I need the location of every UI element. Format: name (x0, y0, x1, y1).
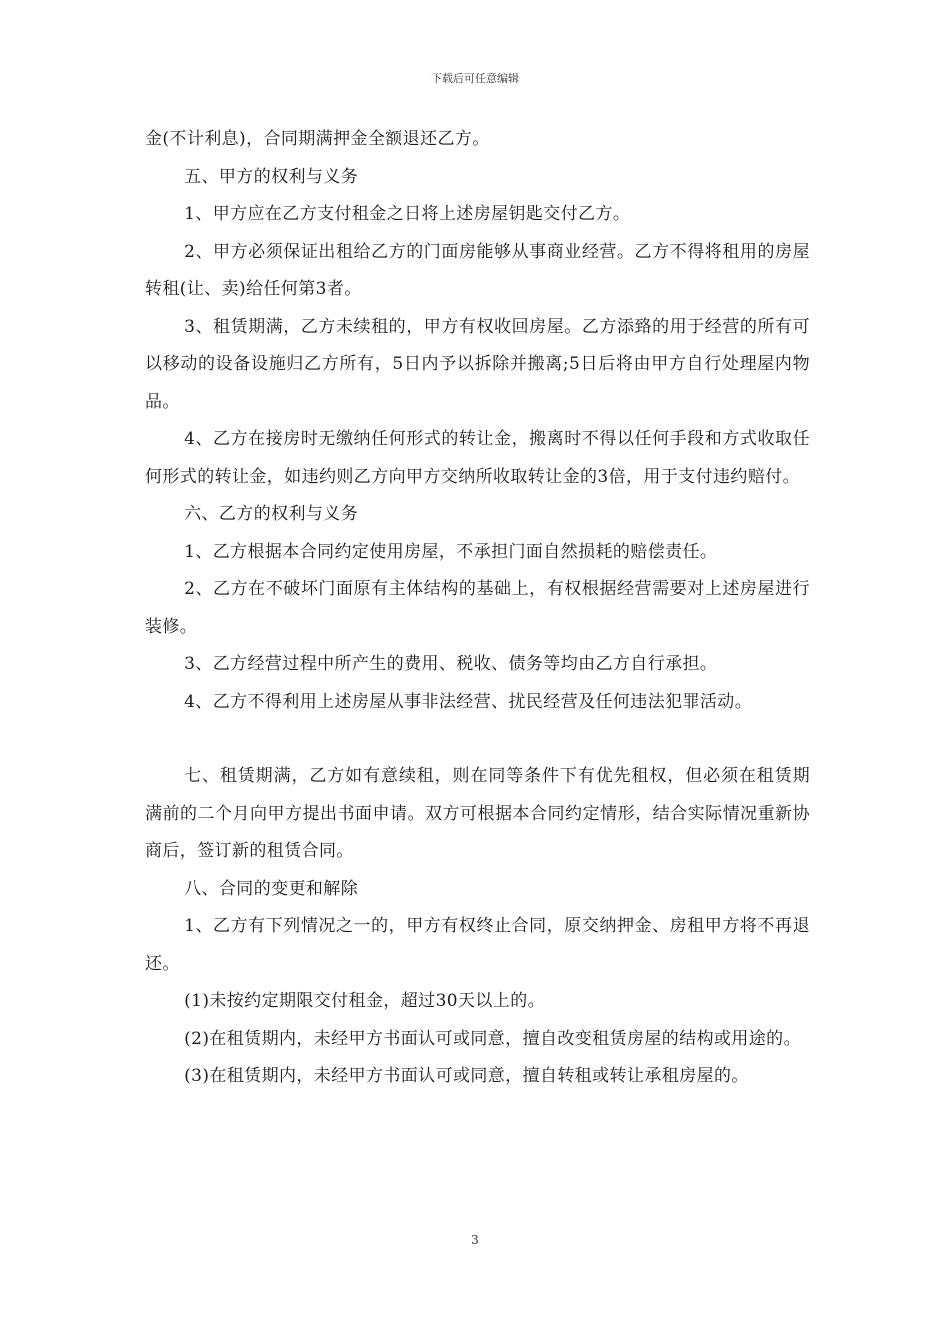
list-item: (2)在租赁期内，未经甲方书面认可或同意，擅自改变租赁房屋的结构或用途的。 (184, 1028, 801, 1049)
section-heading: 八、合同的变更和解除 (184, 878, 359, 899)
paragraph: 1、甲方应在乙方支付租金之日将上述房屋钥匙交付乙方。 (184, 204, 631, 224)
paragraph: 1、乙方有下列情况之一的，甲方有权终止合同，原交纳押金、房租甲方将不再退还。 (145, 916, 810, 974)
section-heading: 七、租赁期满，乙方如有意续租，则在同等条件下有优先租权，但必须在租赁期满前的二个月向甲方提出书面申请。双方可根据本合同约定情形，结合实际情况重新协商后，签订新的租赁合同。 (145, 766, 810, 861)
paragraph: 2、甲方必须保证出租给乙方的门面房能够从事商业经营。乙方不得将租用的房屋转租(让、卖)给任何第3者。 (145, 241, 810, 299)
paragraph: 3、乙方经营过程中所产生的费用、税收、债务等均由乙方自行承担。 (184, 654, 718, 674)
paragraph: 3、租赁期满，乙方未续租的，甲方有权收回房屋。乙方添臵的用于经营的所有可以移动的设备设施归乙方所有，5日内予以拆除并搬离;5日后将由甲方自行处理屋内物品。 (145, 316, 810, 412)
section-heading: 六、乙方的权利与义务 (184, 504, 359, 524)
page-header: 下载后可任意编辑 (431, 72, 519, 85)
paragraph: 4、乙方在接房时无缴纳任何形式的转让金，搬离时不得以任何手段和方式收取任何形式的转让金，如违约则乙方向甲方交纳所收取转让金的3倍，用于支付违约赔付。 (145, 429, 810, 487)
blank-line (145, 721, 810, 758)
list-item: (1)未按约定期限交付租金，超过30天以上的。 (184, 991, 546, 1011)
paragraph: 4、乙方不得利用上述房屋从事非法经营、扰民经营及任何违法犯罪活动。 (184, 691, 753, 712)
page-number: 3 (471, 1233, 479, 1247)
document-body (145, 121, 810, 1096)
list-item: (3)在租赁期内，未经甲方书面认可或同意，擅自转租或转让承租房屋的。 (184, 1066, 749, 1086)
paragraph: 2、乙方在不破坏门面原有主体结构的基础上，有权根据经营需要对上述房屋进行装修。 (145, 579, 810, 637)
paragraph: 金(不计利息)，合同期满押金全额退还乙方。 (145, 129, 490, 149)
section-heading: 五、甲方的权利与义务 (184, 166, 359, 187)
paragraph: 1、乙方根据本合同约定使用房屋，不承担门面自然损耗的赔偿责任。 (184, 541, 718, 562)
